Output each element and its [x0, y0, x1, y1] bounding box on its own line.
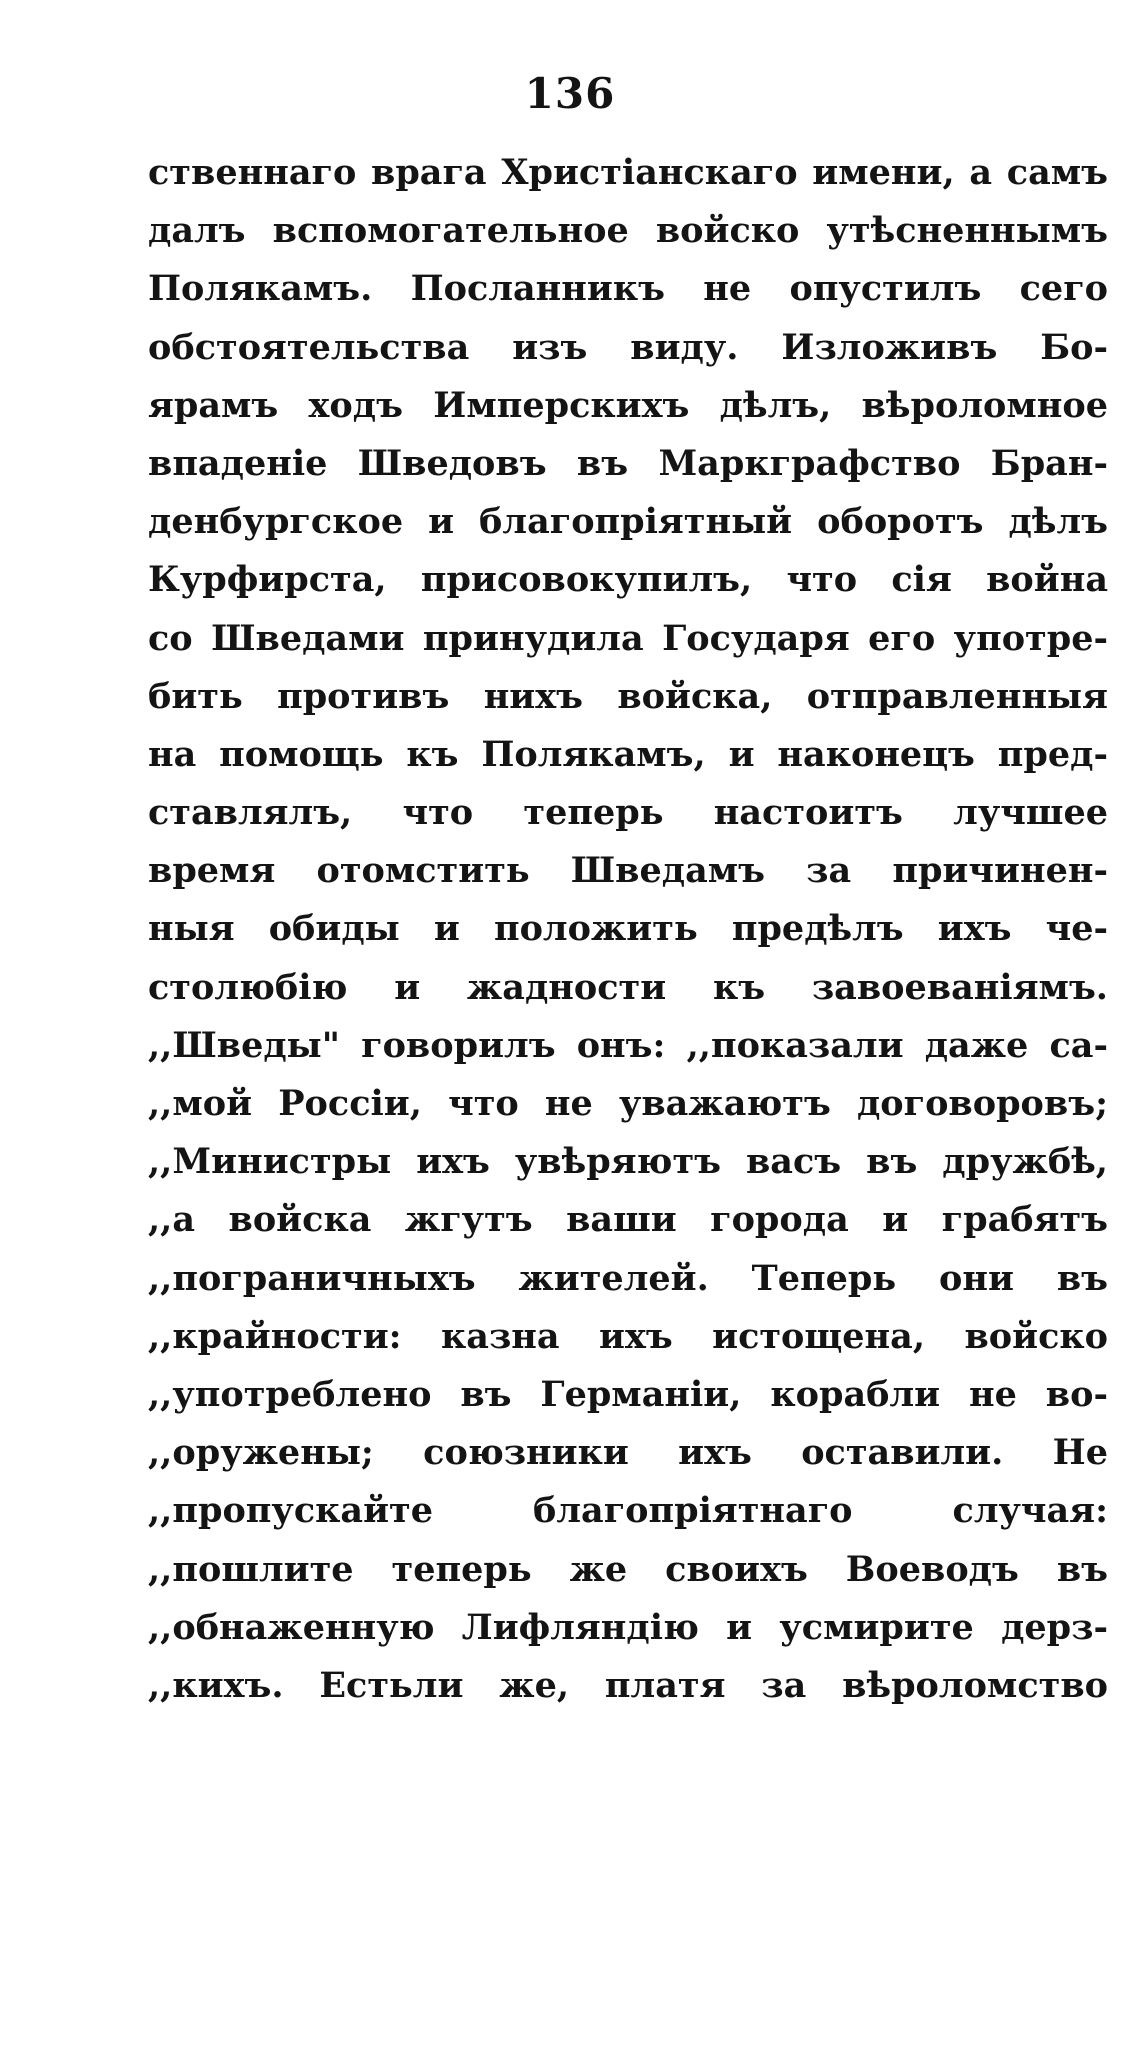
- text-line: ,,кихъ. Естьли же, платя за вѣроломство: [148, 1664, 1108, 1706]
- text-line: впаденіе Шведовъ въ Маркграфство Бран-: [148, 442, 1108, 484]
- text-line: на помощь къ Полякамъ, и наконецъ пред-: [148, 733, 1108, 775]
- text-line: ,,Министры ихъ увѣряютъ васъ въ дружбѣ,: [148, 1141, 1108, 1183]
- text-line: ,,пограничныхъ жителей. Теперь они въ: [148, 1257, 1108, 1299]
- text-line: ,,крайности: казна ихъ истощена, войско: [148, 1315, 1108, 1357]
- text-line: далъ вспомогательное войско утѣсненнымъ: [148, 210, 1108, 252]
- text-line: ,,обнаженную Лифляндію и усмирите дерз-: [148, 1606, 1108, 1648]
- text-line: ярамъ ходъ Имперскихъ дѣлъ, вѣроломное: [148, 384, 1108, 426]
- text-line: ,,а войска жгутъ ваши города и грабятъ: [148, 1199, 1108, 1241]
- text-line: столюбію и жадности къ завоеваніямъ.: [148, 966, 1108, 1008]
- text-line: Курфирста, присовокупилъ, что сія война: [148, 559, 1108, 601]
- text-line: ,,Шведы" говорилъ онъ: ,,показали даже са-: [148, 1024, 1108, 1066]
- text-line: ственнаго врага Христіанскаго имени, а самъ: [148, 152, 1108, 193]
- text-line: ,,употреблено въ Германіи, корабли не во-: [148, 1373, 1108, 1415]
- text-line: ,,пропускайте благопріятнаго случая:: [148, 1490, 1108, 1532]
- text-line: бить противъ нихъ войска, отправленныя: [148, 675, 1108, 717]
- text-line: ,,мой Россіи, что не уважаютъ договоровъ;: [148, 1083, 1108, 1124]
- text-line: со Шведами принудила Государя его употре-: [148, 617, 1108, 659]
- text-line: Полякамъ. Посланникъ не опустилъ сего: [148, 268, 1108, 310]
- body-text: [148, 144, 1108, 1715]
- page-number: 136: [524, 69, 616, 118]
- text-line: ,,пошлите теперь же своихъ Воеводъ въ: [148, 1548, 1108, 1590]
- text-line: ныя обиды и положить предѣлъ ихъ че-: [148, 908, 1108, 950]
- text-line: время отомстить Шведамъ за причинен-: [148, 850, 1108, 892]
- text-line: ставлялъ, что теперь настоитъ лучшее: [148, 792, 1108, 834]
- text-line: денбургское и благопріятный оборотъ дѣлъ: [148, 501, 1108, 543]
- text-line: ,,оружены; союзники ихъ оставили. Не: [148, 1432, 1108, 1474]
- text-line: обстоятельства изъ виду. Изложивъ Бо-: [148, 326, 1108, 368]
